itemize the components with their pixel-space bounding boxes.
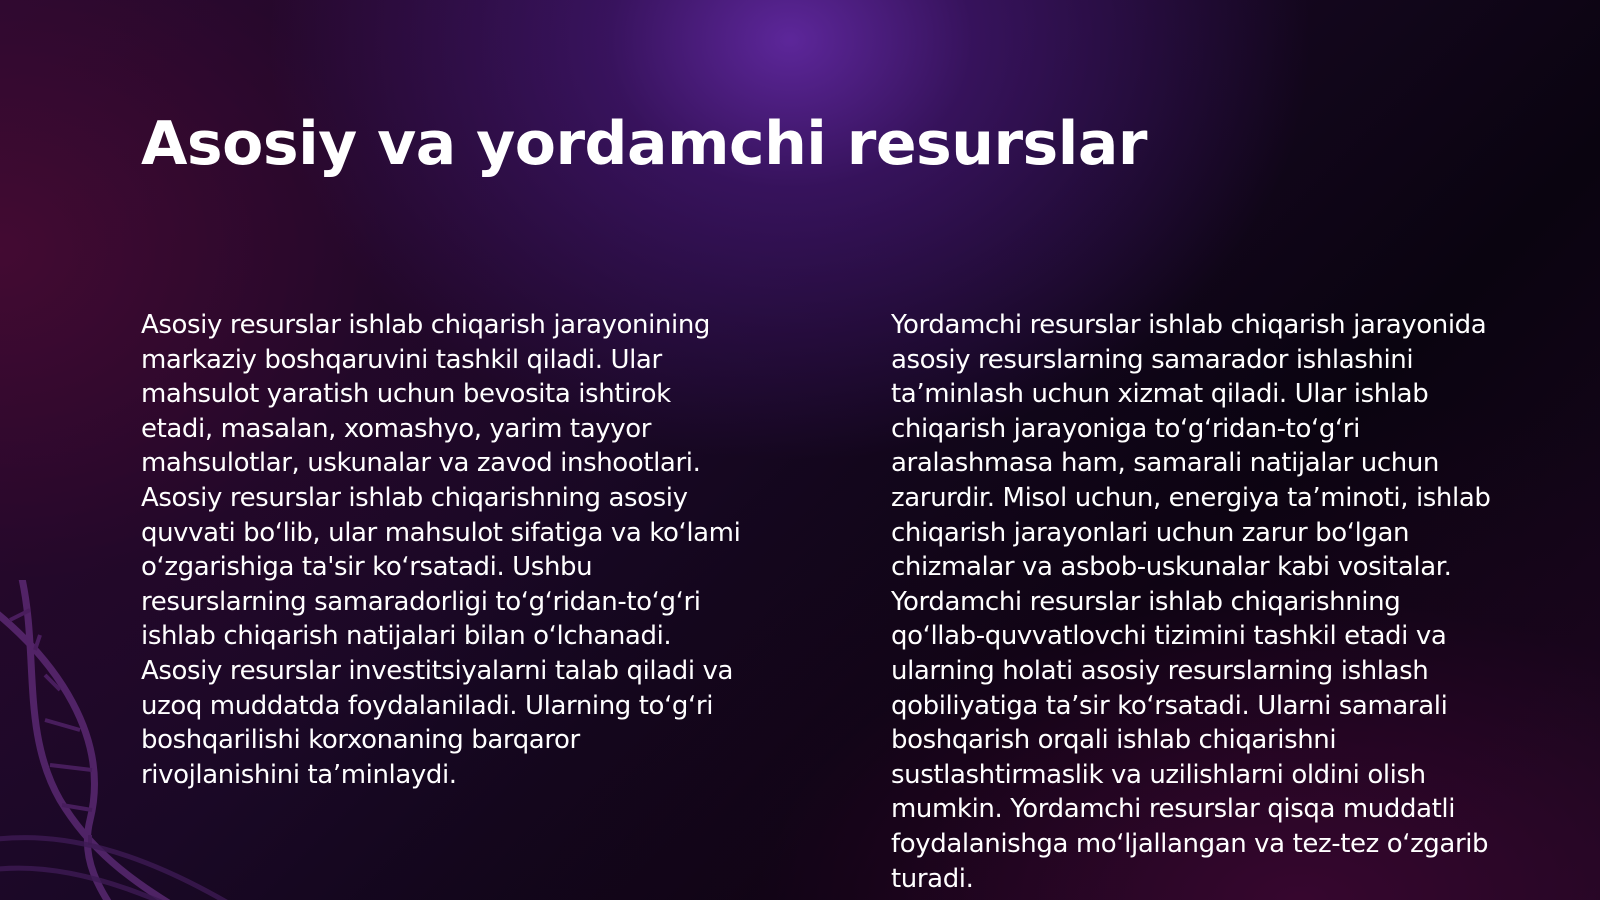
slide-title: Asosiy va yordamchi resurslar <box>141 109 1147 179</box>
primary-resources-text: Asosiy resurslar ishlab chiqarish jarayonining markaziy boshqaruvini tashkil qiladi. Ular mahsulot yaratish uchun bevosita ishtirok etadi, masalan, xomashyo, yarim tayyor mahsulotlar, uskunalar va zavod inshootlari. Asosiy resurslar ishlab chiqarishning asosiy quvvati boʻlib, ular mahsulot sifatiga va koʻlami oʻzgarishiga ta'sir koʻrsatadi. Ushbu resurslarning samaradorligi toʻgʻridan-toʻgʻri ishlab chiqarish natijalari bilan oʻlchanadi. Asosiy resurslar investitsiyalarni talab qiladi va uzoq muddatda foydalaniladi. Ularning toʻgʻri boshqarilishi korxonaning barqaror rivojlanishini taʼminlaydi. <box>141 310 741 790</box>
auxiliary-resources-text: Yordamchi resurslar ishlab chiqarish jarayonida asosiy resurslarning samarador ishlashini taʼminlash uchun xizmat qiladi. Ular ishlab chiqarish jarayoniga toʻgʻridan-toʻgʻri aralashmasa ham, samarali natijalar uchun zarurdir. Misol uchun, energiya taʼminoti, ishlab chiqarish jarayonlari uchun zarur boʻlgan chizmalar va asbob-uskunalar kabi vositalar. Yordamchi resurslar ishlab chiqarishning qoʻllab-quvvatlovchi tizimini tashkil etadi va ularning holati asosiy resurslarning ishlash qobiliyatiga taʼsir koʻrsatadi. Ularni samarali boshqarish orqali ishlab chiqarishni sustlashtirmaslik va uzilishlarni oldini olish mumkin. Yordamchi resurslar qisqa muddatli foydalanishga moʻljallangan va tez-tez oʻzgarib turadi. <box>891 310 1491 894</box>
